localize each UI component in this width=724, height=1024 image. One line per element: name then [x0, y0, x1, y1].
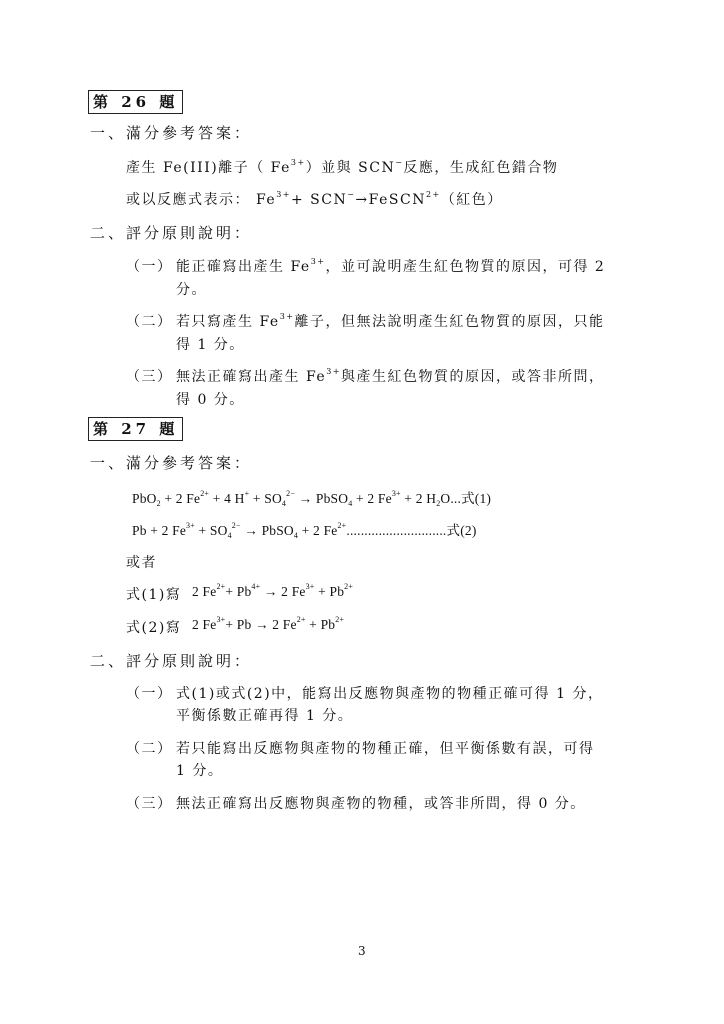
q27-or-text: 或者	[126, 555, 157, 571]
q27-alt2-equation: 2 $Fe^{3+}+ Pb \to 2$ $Fe^{2+} + Pb^{2+}$	[192, 615, 345, 632]
q26-criterion-1-line1: 能正確寫出產生 $Fe^{3+}$，並可說明產生紅色物質的原因，可得 2	[176, 257, 606, 275]
q26-criterion-2-line1: 若只寫產生 $Fe^{3+}$離子，但無法說明產生紅色物質的原因，只能	[176, 312, 605, 330]
q27-section2-heading: 二、評分原則說明：	[90, 652, 253, 670]
q27-criterion-1-line1: 式(1)或式(2)中，能寫出反應物與產物的物種正確可得 1 分，	[176, 686, 604, 702]
q27-section1-heading: 一、滿分參考答案：	[90, 454, 253, 472]
q27-criterion-2-line1: 若只能寫出反應物與產物的物種正確，但平衡係數有誤，可得	[176, 741, 595, 757]
q27-equation-1: PbO$_2$ + 2 $Fe^{2+} + 4$ $H^+ + SO_4^{2-}$ → PbSO$_4$ + 2 $Fe^{3+} + 2$ $H_2O$...式(1)	[132, 489, 492, 508]
q26-section2-heading: 二、評分原則說明：	[90, 224, 253, 242]
q27-criterion-2-label: （二）	[126, 741, 173, 757]
q27-title: 第 27 題	[88, 417, 183, 441]
q26-criterion-2-line2: 得 1 分。	[176, 337, 245, 353]
q26-criterion-1-line2: 分。	[176, 282, 207, 298]
q27-criterion-3-label: （三）	[126, 796, 173, 812]
q26-answer-line2: 或以反應式表示： $Fe^{3+}+$ SCN−→FeSCN$^{2+}$（紅色）	[126, 190, 503, 208]
q27-alt2-label: 式(2)寫	[126, 620, 182, 636]
q27-equation-2: Pb + 2 $Fe^{3+} + SO_4^{2-}$ → PbSO$_4$ + 2 $Fe^{2+}$............................式(2)	[132, 521, 477, 540]
q27-criterion-1-line2: 平衡係數正確再得 1 分。	[176, 708, 354, 724]
q26-criterion-3-line1: 無法正確寫出產生 $Fe^{3+}$與產生紅色物質的原因，或答非所問，	[176, 367, 605, 385]
q27-criterion-1-label: （一）	[126, 686, 173, 702]
q27-alt1-label: 式(1)寫	[126, 587, 182, 603]
q27-criterion-2-line2: 1 分。	[176, 763, 224, 779]
q26-title: 第 26 題	[88, 90, 183, 114]
q26-criterion-1-label: （一）	[126, 259, 173, 275]
q27-alt1-equation: 2 $Fe^{2+}+ Pb^{4+} \to 2$ $Fe^{3+} + Pb^{2+}$	[192, 582, 354, 599]
page-number: 3	[358, 944, 366, 958]
q26-criterion-3-line2: 得 0 分。	[176, 392, 245, 408]
q26-section1-heading: 一、滿分參考答案：	[90, 124, 253, 142]
q27-criterion-3-line1: 無法正確寫出反應物與產物的物種，或答非所問，得 0 分。	[176, 796, 586, 812]
q26-criterion-3-label: （三）	[126, 369, 173, 385]
q26-criterion-2-label: （二）	[126, 314, 173, 330]
q26-answer-line1: 產生 Fe(III)離子（ $Fe^{3+}$）並與 SCN−反應，生成紅色錯合物	[126, 158, 559, 176]
